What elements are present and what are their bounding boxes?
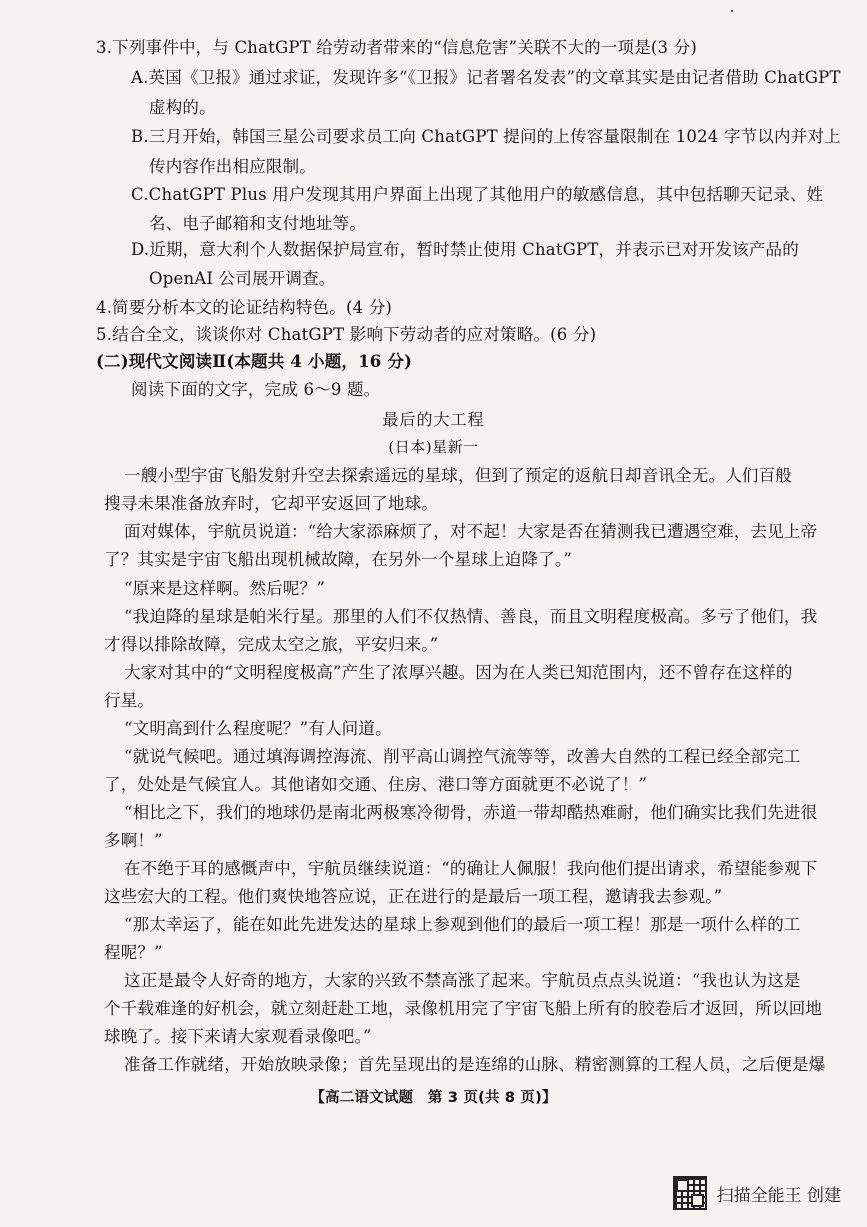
page-footer: 【高二语文试题 第 3 页(共 8 页)】 xyxy=(310,1090,557,1106)
q3-option-b-cont: 传内容作出相应限制。 xyxy=(149,157,316,176)
question-4: 4.简要分析本文的论证结构特色。(4 分) xyxy=(96,298,393,317)
story-line: 多啊！” xyxy=(104,831,163,850)
story-line: 准备工作就绪，开始放映录像；首先呈现出的是连绵的山脉、精密测算的工程人员，之后便是爆 xyxy=(124,1055,826,1074)
q3-stem: 3.下列事件中，与 ChatGPT 给劳动者带来的“信息危害”关联不大的一项是(3 分) xyxy=(96,38,698,57)
speck xyxy=(731,10,733,12)
story-line: “原来是这样啊。然后呢？” xyxy=(124,579,325,598)
story-line: “文明高到什么程度呢？”有人问道。 xyxy=(124,719,392,738)
story-line: 了？其实是宇宙飞船出现机械故障，在另外一个星球上迫降了。” xyxy=(104,550,572,569)
story-line: 程呢？” xyxy=(104,943,163,962)
story-title: 最后的大工程 xyxy=(382,410,485,429)
story-line: 行星。 xyxy=(104,691,155,710)
q3-option-c-cont: 名、电子邮箱和支付地址等。 xyxy=(149,214,367,233)
story-line: “那太幸运了，能在如此先进发达的星球上参观到他们的最后一项工程！那是一项什么样的工 xyxy=(124,915,801,934)
story-line: 这正是最令人好奇的地方，大家的兴致不禁高涨了起来。宇航员点点头说道：“我也认为这是 xyxy=(124,971,801,990)
question-5: 5.结合全文，谈谈你对 ChatGPT 影响下劳动者的应对策略。(6 分) xyxy=(96,325,597,344)
q3-option-a: A.英国《卫报》通过求证，发现许多“《卫报》记者署名发表”的文章其实是由记者借助 ChatGPT xyxy=(131,68,841,87)
section-heading: (二)现代文阅读Ⅱ(本题共 4 小题，16 分) xyxy=(96,352,413,371)
story-line: “相比之下，我们的地球仍是南北两极寒冷彻骨，赤道一带却酷热难耐，他们确实比我们先进很 xyxy=(124,803,818,822)
qr-code-icon xyxy=(673,1176,707,1210)
q3-option-b: B.三月开始，韩国三星公司要求员工向 ChatGPT 提问的上传容量限制在 1024 字节以内并对上 xyxy=(131,127,841,146)
story-line: 球晚了。接下来请大家观看录像吧。” xyxy=(104,1027,372,1046)
story-line: 在不绝于耳的感慨声中，宇航员继续说道：“的确让人佩服！我向他们提出请求，希望能参观下 xyxy=(124,859,818,878)
story-line: 个千载难逢的好机会，就立刻赶赴工地，录像机用完了宇宙飞船上所有的胶卷后才返回，所以回地 xyxy=(104,999,823,1018)
story-author: (日本)星新一 xyxy=(388,438,479,456)
story-line: “就说气候吧。通过填海调控海流、削平高山调控气流等等，改善大自然的工程已经全部完工 xyxy=(124,747,801,766)
story-line: 大家对其中的“文明程度极高”产生了浓厚兴趣。因为在人类已知范围内，还不曾存在这样的 xyxy=(124,663,793,682)
scanner-watermark xyxy=(673,1176,841,1210)
story-line: 了，处处是气候宜人。其他诸如交通、住房、港口等方面就更不必说了！” xyxy=(104,775,648,794)
q3-option-d: D.近期，意大利个人数据保护局宣布，暂时禁止使用 ChatGPT，并表示已对开发该产品的 xyxy=(131,240,799,259)
story-line: 这些宏大的工程。他们爽快地答应说，正在进行的是最后一项工程，邀请我去参观。” xyxy=(104,887,723,906)
story-line: 搜寻未果准备放弃时，它却平安返回了地球。 xyxy=(104,494,438,513)
reading-instruction: 阅读下面的文字，完成 6～9 题。 xyxy=(131,380,381,399)
story-line: “我迫降的星球是帕米行星。那里的人们不仅热情、善良，而且文明程度极高。多亏了他们，我 xyxy=(124,607,818,626)
story-line: 面对媒体，宇航员说道：“给大家添麻烦了，对不起！大家是否在猜测我已遭遇空难，去见上帝 xyxy=(124,522,818,541)
q3-option-d-cont: OpenAI 公司展开调查。 xyxy=(149,269,336,288)
watermark-text: 扫描全能王 创建 xyxy=(716,1185,841,1206)
story-line: 才得以排除故障，完成太空之旅，平安归来。” xyxy=(104,635,439,654)
q3-option-c: C.ChatGPT Plus 用户发现其用户界面上出现了其他用户的敏感信息，其中包括聊天记录、姓 xyxy=(131,185,824,204)
story-line: 一艘小型宇宙飞船发射升空去探索遥远的星球，但到了预定的返航日却音讯全无。人们百般 xyxy=(124,466,792,485)
q3-option-a-cont: 虚构的。 xyxy=(149,98,216,117)
